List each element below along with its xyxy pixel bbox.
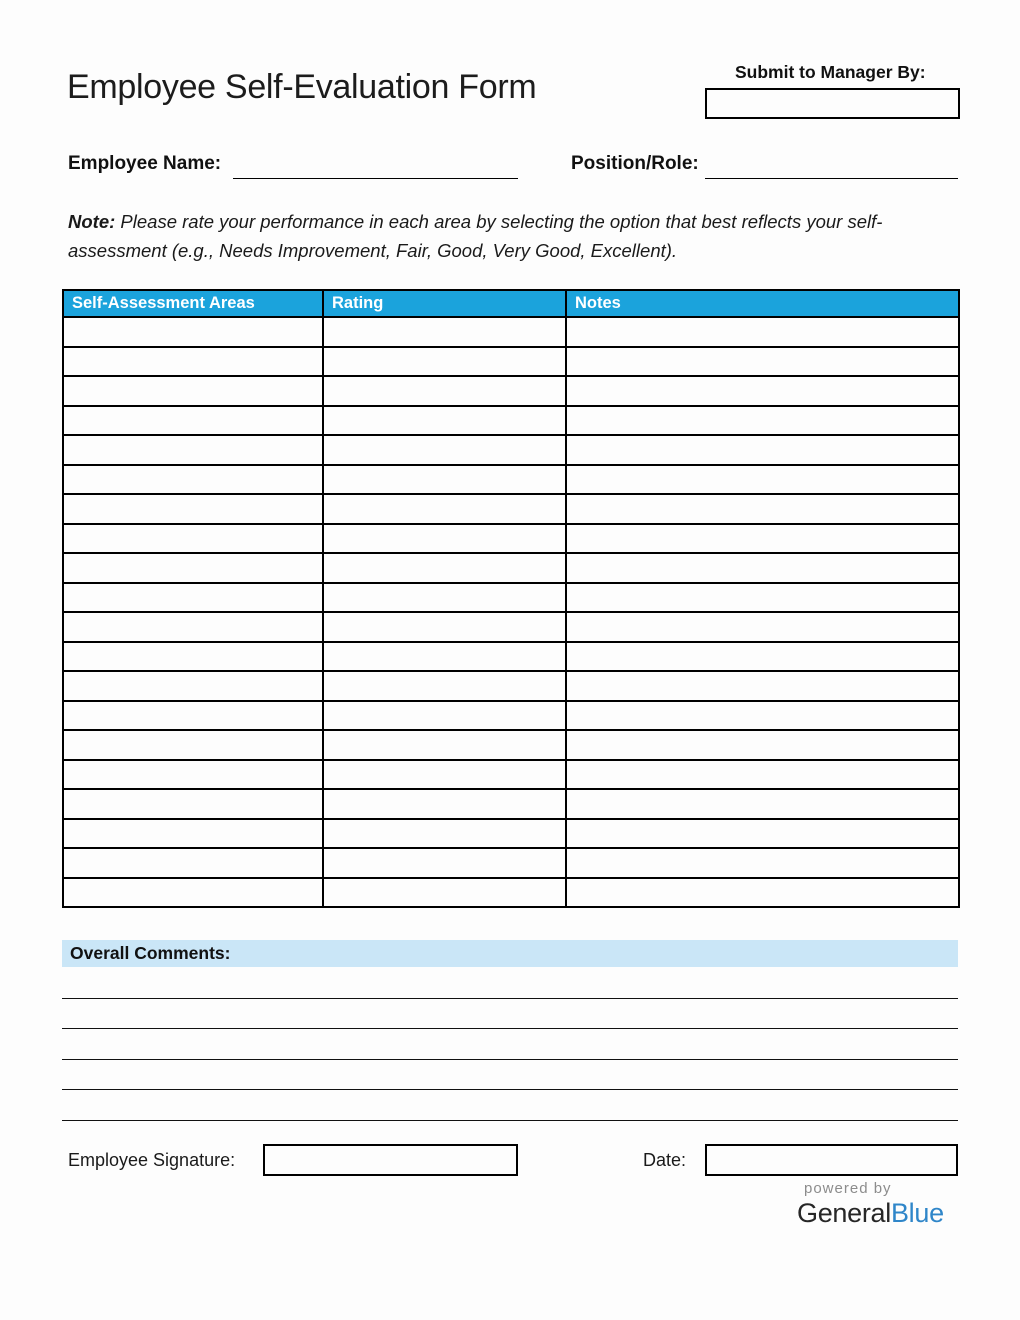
employee-signature-label: Employee Signature: (68, 1150, 236, 1170)
table-row (63, 848, 959, 878)
table-row (63, 435, 959, 465)
table-row (63, 347, 959, 377)
notes-cell[interactable] (566, 494, 959, 524)
notes-cell[interactable] (566, 376, 959, 406)
notes-cell[interactable] (566, 347, 959, 377)
area-cell[interactable] (63, 583, 323, 613)
notes-cell[interactable] (566, 583, 959, 613)
notes-cell[interactable] (566, 642, 959, 672)
notes-cell[interactable] (566, 406, 959, 436)
date-label: Date: (643, 1150, 687, 1170)
area-cell[interactable] (63, 878, 323, 908)
brand-general-text: General (797, 1198, 891, 1228)
table-header-row (63, 290, 959, 317)
column-header-notes: Notes (566, 290, 959, 317)
comment-line[interactable] (62, 1029, 958, 1060)
overall-comments-header (62, 940, 958, 967)
instructions-note (68, 207, 918, 265)
assessment-table-body (63, 317, 959, 907)
area-cell[interactable] (63, 848, 323, 878)
rating-cell[interactable] (323, 671, 566, 701)
rating-cell[interactable] (323, 819, 566, 849)
rating-cell[interactable] (323, 760, 566, 790)
area-cell[interactable] (63, 642, 323, 672)
rating-cell[interactable] (323, 701, 566, 731)
position-role-label: Position/Role: (571, 153, 699, 174)
table-row (63, 524, 959, 554)
note-prefix: Note: (68, 211, 116, 232)
rating-cell[interactable] (323, 553, 566, 583)
area-cell[interactable] (63, 819, 323, 849)
rating-cell[interactable] (323, 848, 566, 878)
rating-cell[interactable] (323, 494, 566, 524)
area-cell[interactable] (63, 376, 323, 406)
notes-cell[interactable] (566, 789, 959, 819)
area-cell[interactable] (63, 730, 323, 760)
table-row (63, 789, 959, 819)
notes-cell[interactable] (566, 730, 959, 760)
notes-cell[interactable] (566, 612, 959, 642)
area-cell[interactable] (63, 701, 323, 731)
table-row (63, 642, 959, 672)
rating-cell[interactable] (323, 878, 566, 908)
generalblue-logo (797, 1198, 944, 1229)
notes-cell[interactable] (566, 878, 959, 908)
table-row (63, 583, 959, 613)
table-row (63, 317, 959, 347)
area-cell[interactable] (63, 612, 323, 642)
area-cell[interactable] (63, 406, 323, 436)
table-row (63, 878, 959, 908)
area-cell[interactable] (63, 789, 323, 819)
brand-blue-text: Blue (890, 1198, 944, 1228)
table-row (63, 494, 959, 524)
notes-cell[interactable] (566, 701, 959, 731)
column-header-rating: Rating (323, 290, 566, 317)
notes-cell[interactable] (566, 671, 959, 701)
table-row (63, 612, 959, 642)
notes-cell[interactable] (566, 848, 959, 878)
note-text-line1: Please rate your performance in each area by selecting the option that best reflects your self- (115, 211, 883, 232)
notes-cell[interactable] (566, 553, 959, 583)
rating-cell[interactable] (323, 376, 566, 406)
area-cell[interactable] (63, 465, 323, 495)
area-cell[interactable] (63, 347, 323, 377)
rating-cell[interactable] (323, 789, 566, 819)
rating-cell[interactable] (323, 642, 566, 672)
table-row (63, 465, 959, 495)
table-row (63, 730, 959, 760)
page-title: Employee Self-Evaluation Form (67, 68, 537, 106)
table-row (63, 760, 959, 790)
notes-cell[interactable] (566, 819, 959, 849)
self-assessment-table (62, 289, 960, 908)
rating-cell[interactable] (323, 730, 566, 760)
rating-cell[interactable] (323, 524, 566, 554)
table-row (63, 553, 959, 583)
comment-line[interactable] (62, 968, 958, 999)
notes-cell[interactable] (566, 524, 959, 554)
overall-comments-label: Overall Comments: (70, 943, 231, 963)
area-cell[interactable] (63, 671, 323, 701)
rating-cell[interactable] (323, 465, 566, 495)
notes-cell[interactable] (566, 317, 959, 347)
employee-signature-field[interactable] (263, 1144, 518, 1176)
comment-line[interactable] (62, 1090, 958, 1121)
comment-line[interactable] (62, 1060, 958, 1091)
comment-line[interactable] (62, 999, 958, 1030)
submit-to-manager-field[interactable] (705, 88, 960, 119)
area-cell[interactable] (63, 760, 323, 790)
table-row (63, 671, 959, 701)
table-row (63, 701, 959, 731)
rating-cell[interactable] (323, 406, 566, 436)
submit-to-manager-label: Submit to Manager By: (735, 62, 926, 82)
rating-cell[interactable] (323, 612, 566, 642)
notes-cell[interactable] (566, 435, 959, 465)
date-field[interactable] (705, 1144, 958, 1176)
rating-cell[interactable] (323, 347, 566, 377)
employee-name-field[interactable] (233, 178, 518, 179)
rating-cell[interactable] (323, 583, 566, 613)
rating-cell[interactable] (323, 317, 566, 347)
rating-cell[interactable] (323, 435, 566, 465)
area-cell[interactable] (63, 317, 323, 347)
note-text-line2: assessment (e.g., Needs Improvement, Fair, Good, Very Good, Excellent). (68, 240, 678, 261)
powered-by-text: powered by (804, 1180, 892, 1197)
area-cell[interactable] (63, 435, 323, 465)
table-row (63, 819, 959, 849)
notes-cell[interactable] (566, 465, 959, 495)
area-cell[interactable] (63, 494, 323, 524)
column-header-self-assessment-areas: Self-Assessment Areas (63, 290, 323, 317)
table-row (63, 376, 959, 406)
area-cell[interactable] (63, 553, 323, 583)
table-row (63, 406, 959, 436)
position-role-field[interactable] (705, 178, 958, 179)
area-cell[interactable] (63, 524, 323, 554)
notes-cell[interactable] (566, 760, 959, 790)
overall-comments-area (62, 968, 958, 1121)
employee-name-label: Employee Name: (68, 153, 222, 174)
